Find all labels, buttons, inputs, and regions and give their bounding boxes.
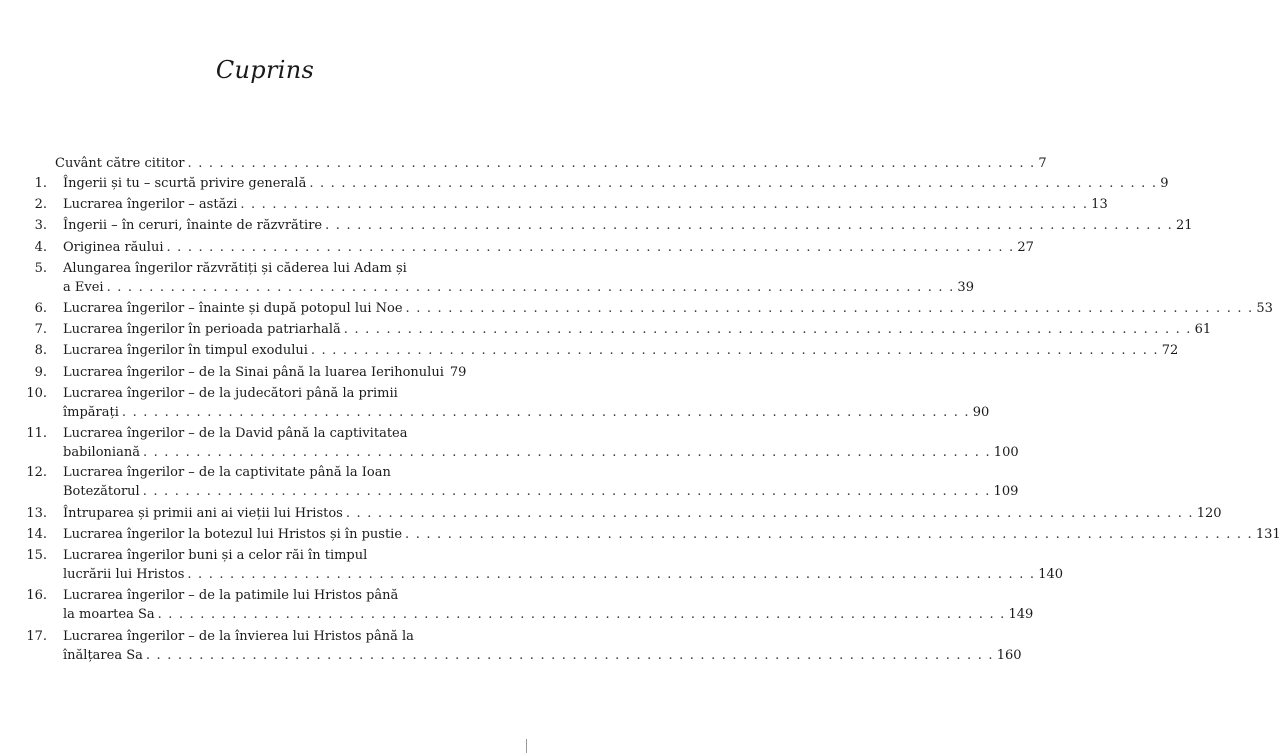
toc-entry-title: împărați <box>63 405 119 420</box>
toc-page-number: 7 <box>1038 156 1047 171</box>
toc-entry-title: înălțarea Sa <box>63 648 143 663</box>
toc-entry-title: lucrării lui Hristos <box>63 567 185 582</box>
toc-page-number: 90 <box>972 405 990 420</box>
toc-leader-dots: . . . . . . . . . . . . . . . . . . . . . . . . . . . . . . . . . . . . . . . . . . . . . . . . . . . . . . . . . . . . . . . . . . . . . . . . . . . . . . . . <box>166 240 1015 255</box>
toc-page-number: 53 <box>1256 301 1273 316</box>
toc-entry-title: Lucrarea îngerilor buni și a celor răi în timpul <box>63 548 368 563</box>
toc-leader-dots: . . . . . . . . . . . . . . . . . . . . . . . . . . . . . . . . . . . . . . . . . . . . . . . . . . . . . . . . . . . . . . . . . . . . . . . . . . . . . . . . <box>309 176 1158 191</box>
toc-leader-dots: . . . . . . . . . . . . . . . . . . . . . . . . . . . . . . . . . . . . . . . . . . . . . . . . . . . . . . . . . . . . . . . . . . . . . . . . . . . . . . . . <box>405 527 1253 542</box>
toc-entry-title: la moartea Sa <box>63 607 155 622</box>
toc-leader-dots: . . . . . . . . . . . . . . . . . . . . . . . . . . . . . . . . . . . . . . . . . . . . . . . . . . . . . . . . . . . . . . . . . . . . . . . . . . . . . . . . <box>106 280 955 295</box>
toc-entry-title: Alungarea îngerilor răzvrătiți și căderea lui Adam și <box>63 261 407 276</box>
toc-page-number: 9 <box>1160 176 1169 191</box>
toc-entry-title: Botezătorul <box>63 484 140 499</box>
toc-leader-dots: . . . . . . . . . . . . . . . . . . . . . . . . . . . . . . . . . . . . . . . . . . . . . . . . . . . . . . . . . . . . . . . . . . . . . . . . . . . . . . . . <box>142 445 991 460</box>
toc-entry-title: babiloniană <box>63 445 140 460</box>
toc-entry-number: 10. <box>26 386 47 401</box>
toc-page-number: 61 <box>1194 322 1212 337</box>
toc-entry-number: 4. <box>34 240 47 255</box>
toc-leader-dots: . . . . . . . . . . . . . . . . . . . . . . . . . . . . . . . . . . . . . . . . . . . . . . . . . . . . . . . . . . . . . . . . . . . . . . . . . . . . . . . . <box>310 343 1159 358</box>
toc-leader-dots: . . . . . . . . . . . . . . . . . . . . . . . . . . . . . . . . . . . . . . . . . . . . . . . . . . . . . . . . . . . . . . . . . . . . . . . . . . . . . . . . <box>157 607 1006 622</box>
toc-leader-dots: . . . . . . . . . . . . . . . . . . . . . . . . . . . . . . . . . . . . . . . . . . . . . . . . . . . . . . . . . . . . . . . . . . . . . . . . . . . . . . . . <box>405 301 1254 316</box>
toc-page-number: 39 <box>957 280 974 295</box>
toc-entry-title: Lucrarea îngerilor – de la David până la captivitatea <box>63 426 408 441</box>
toc-entry-number: 8. <box>34 343 47 358</box>
toc-entry-number: 5. <box>34 261 47 276</box>
toc-entry-number: 7. <box>34 322 47 337</box>
toc-leader-dots: . . . . . . . . . . . . . . . . . . . . . . . . . . . . . . . . . . . . . . . . . . . . . . . . . . . . . . . . . . . . . . . . . . . . . . . . . . . . . . . . <box>240 197 1089 212</box>
toc-page-number: 131 <box>1255 527 1281 542</box>
toc-page-number: 13 <box>1091 197 1108 212</box>
toc-entry-number: 9. <box>34 365 47 380</box>
toc-entry-title: Îngerii și tu – scurtă privire generală <box>63 176 307 191</box>
toc-entry-number: 3. <box>34 218 47 233</box>
toc-page-number: 149 <box>1008 607 1034 622</box>
toc-entry-title: Lucrarea îngerilor – de la judecători până la primii <box>63 386 398 401</box>
toc-page-number: 140 <box>1038 567 1064 582</box>
toc-entry-title: Lucrarea îngerilor – de la învierea lui Hristos până la <box>63 629 414 644</box>
toc-entry-title: Lucrarea îngerilor în timpul exodului <box>63 343 308 358</box>
toc-entry-title: Îngerii – în ceruri, înainte de răzvrătire <box>63 218 323 233</box>
toc-entry-title: Originea răului <box>63 240 164 255</box>
toc-entry-number: 17. <box>26 629 47 644</box>
toc-page-number: 160 <box>996 648 1022 663</box>
toc-leader-dots: . . . . . . . . . . . . . . . . . . . . . . . . . . . . . . . . . . . . . . . . . . . . . . . . . . . . . . . . . . . . . . . . . . . . . . . . . . . . . . . . <box>187 156 1036 171</box>
toc-leader-dots: . . . . . . . . . . . . . . . . . . . . . . . . . . . . . . . . . . . . . . . . . . . . . . . . . . . . . . . . . . . . . . . . . . . . . . . . . . . . . . . . <box>325 218 1173 233</box>
toc-entry-number: 1. <box>34 176 47 191</box>
toc-entry-title: Cuvânt către cititor <box>55 156 185 171</box>
toc-entry-title: Lucrarea îngerilor la botezul lui Hristos și în pustie <box>63 527 403 542</box>
toc-entry-title: Întruparea și primii ani ai vieții lui Hristos <box>63 506 343 521</box>
toc-entry-number: 15. <box>26 548 47 563</box>
toc-page-number: 21 <box>1175 218 1193 233</box>
toc-leader-dots: . . . . . . . . . . . . . . . . . . . . . . . . . . . . . . . . . . . . . . . . . . . . . . . . . . . . . . . . . . . . . . . . . . . . . . . . . . . . . . . . <box>345 506 1194 521</box>
toc-page-number: 72 <box>1161 343 1179 358</box>
toc-leader-dots: . . . . . . . . . . . . . . . . . . . . . . . . . . . . . . . . . . . . . . . . . . . . . . . . . . . . . . . . . . . . . . . . . . . . . . . . . . . . . . . . <box>121 405 970 420</box>
page-edge-mark <box>526 739 527 753</box>
toc-entry-title: Lucrarea îngerilor în perioada patriarhală <box>63 322 341 337</box>
toc-entry-title: Lucrarea îngerilor – înainte și după potopul lui Noe <box>63 301 403 316</box>
toc-entry-title: Lucrarea îngerilor – de la patimile lui Hristos până <box>63 588 399 603</box>
toc-leader-dots: . . . . . . . . . . . . . . . . . . . . . . . . . . . . . . . . . . . . . . . . . . . . . . . . . . . . . . . . . . . . . . . . . . . . . . . . . . . . . . . . <box>187 567 1036 582</box>
toc-entry-number: 13. <box>26 506 47 521</box>
toc-entry-title: Lucrarea îngerilor – de la Sinai până la luarea Ierihonului <box>63 365 444 380</box>
toc-leader-dots: . . . . . . . . . . . . . . . . . . . . . . . . . . . . . . . . . . . . . . . . . . . . . . . . . . . . . . . . . . . . . . . . . . . . . . . . . . . . . . . . <box>142 484 991 499</box>
toc-entry-title: a Evei <box>63 280 104 295</box>
toc-leader-dots: . . . . . . . . . . . . . . . . . . . . . . . . . . . . . . . . . . . . . . . . . . . . . . . . . . . . . . . . . . . . . . . . . . . . . . . . . . . . . . . . <box>343 322 1192 337</box>
toc-page-number: 79 <box>449 365 467 380</box>
toc-page-number: 109 <box>993 484 1019 499</box>
toc-entry-number: 16. <box>26 588 47 603</box>
toc-entry-number: 2. <box>34 197 47 212</box>
toc-leader-dots: . . . . . . . . . . . . . . . . . . . . . . . . . . . . . . . . . . . . . . . . . . . . . . . . . . . . . . . . . . . . . . . . . . . . . . . . . . . . . . . . <box>145 648 994 663</box>
toc-entry-number: 14. <box>26 527 47 542</box>
page-title: Cuprins <box>215 56 315 84</box>
toc-entry-number: 11. <box>26 426 47 441</box>
toc-entry-title: Lucrarea îngerilor – de la captivitate până la Ioan <box>63 465 391 480</box>
toc-page-number: 120 <box>1196 506 1222 521</box>
toc-entry-number: 12. <box>26 465 47 480</box>
toc-page-number: 100 <box>993 445 1019 460</box>
toc-page-number: 27 <box>1017 240 1034 255</box>
toc-entry-title: Lucrarea îngerilor – astăzi <box>63 197 238 212</box>
toc-entry-number: 6. <box>34 301 47 316</box>
